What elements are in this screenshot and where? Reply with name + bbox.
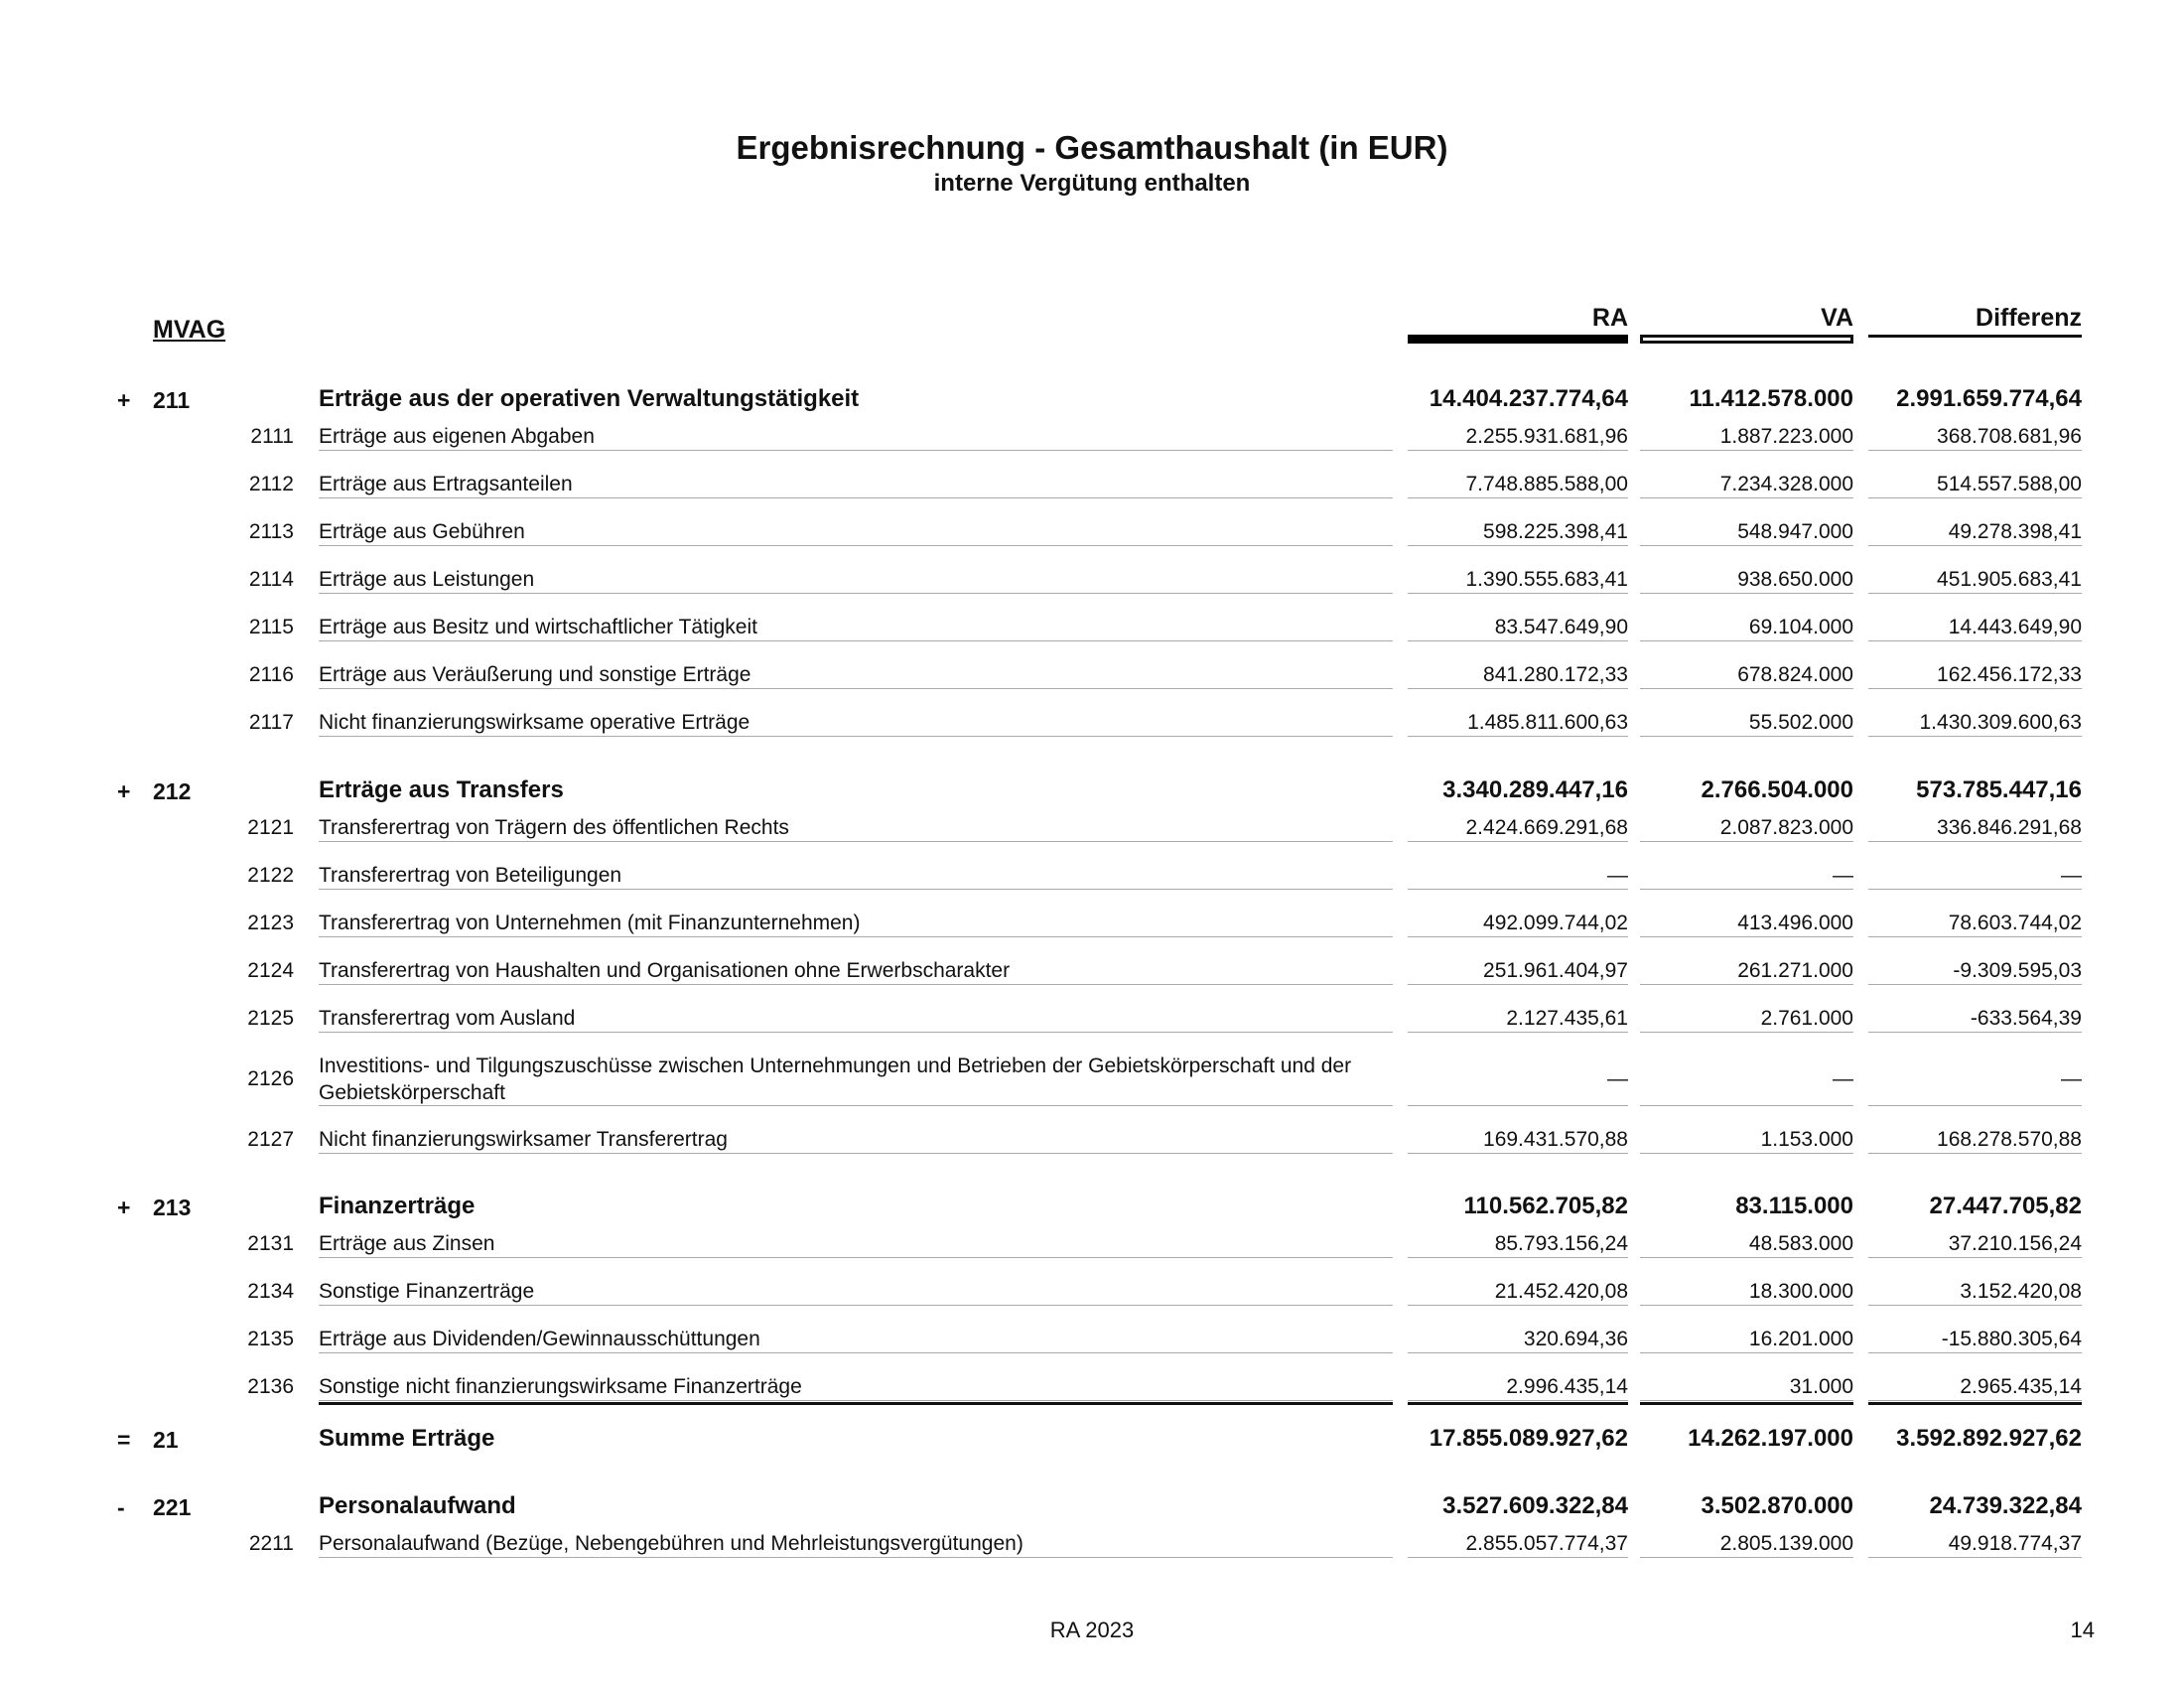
row-divider	[1868, 593, 2082, 594]
page-number: 14	[2070, 1618, 2095, 1642]
footer-report-label: RA 2023	[1049, 1618, 1135, 1642]
ra-value: 598.225.398,41	[1483, 520, 1628, 543]
item-label: Erträge aus Ertragsanteilen	[319, 473, 573, 495]
item-label: Personalaufwand (Bezüge, Nebengebühren und Mehrleistungsvergütungen)	[319, 1532, 1024, 1555]
row-divider	[1640, 497, 1853, 498]
row-divider	[1408, 1032, 1628, 1033]
item-label: Investitions- und Tilgungszuschüsse zwischen Unternehmungen und Betrieben der Gebietskörperschaft und der Gebietskörperschaft	[319, 1055, 1352, 1104]
va-value: 938.650.000	[1737, 568, 1853, 591]
row-divider	[1868, 736, 2082, 737]
diff-value: 27.447.705,82	[1929, 1193, 2082, 1219]
row-divider	[1408, 1153, 1628, 1154]
row-divider	[319, 593, 1393, 594]
va-value: 14.262.197.000	[1688, 1425, 1853, 1452]
row-divider	[319, 1153, 1393, 1154]
row-divider	[1868, 1400, 2082, 1401]
diff-value: 336.846.291,68	[1937, 816, 2082, 839]
mvag-sub-code: 2121	[247, 816, 294, 839]
row-divider	[319, 1352, 1393, 1353]
mvag-sub-code: 2123	[247, 912, 294, 934]
row-divider	[1408, 640, 1628, 641]
row-divider	[1408, 1305, 1628, 1306]
ra-value: 3.527.609.322,84	[1442, 1492, 1628, 1519]
item-label: Transferertrag von Beteiligungen	[319, 864, 622, 887]
va-value: 11.412.578.000	[1689, 385, 1853, 412]
va-value: 2.761.000	[1760, 1007, 1853, 1030]
va-value: 1.887.223.000	[1719, 425, 1853, 448]
row-divider	[319, 545, 1393, 546]
mvag-sub-code: 2122	[247, 864, 294, 887]
diff-value: 49.918.774,37	[1948, 1532, 2082, 1555]
mvag-sub-code: 2126	[247, 1067, 294, 1090]
row-sign: -	[117, 1494, 125, 1520]
va-value: —	[1833, 1067, 1853, 1090]
row-sign: +	[117, 778, 131, 804]
item-label: Nicht finanzierungswirksame operative Erträge	[319, 711, 751, 734]
diff-value: 168.278.570,88	[1937, 1128, 2082, 1151]
group-label: Summe Erträge	[319, 1425, 495, 1452]
va-value: 69.104.000	[1748, 616, 1853, 638]
row-divider	[1640, 640, 1853, 641]
row-divider	[319, 688, 1393, 689]
row-divider	[1640, 984, 1853, 985]
mvag-sub-code: 2114	[248, 568, 294, 591]
ra-value: 110.562.705,82	[1463, 1193, 1628, 1219]
row-divider	[319, 1105, 1393, 1106]
row-divider	[1408, 450, 1628, 451]
diff-value: 24.739.322,84	[1929, 1492, 2082, 1519]
va-value: 2.766.504.000	[1701, 776, 1853, 803]
mvag-sub-code: 2135	[247, 1328, 294, 1350]
row-divider	[1408, 841, 1628, 842]
group-label: Erträge aus der operativen Verwaltungstätigkeit	[319, 385, 860, 412]
row-divider	[1868, 1305, 2082, 1306]
ra-value: 14.404.237.774,64	[1429, 385, 1628, 412]
row-divider	[1640, 450, 1853, 451]
total-rule	[1868, 1402, 2082, 1405]
row-divider	[319, 1305, 1393, 1306]
mvag-group-code: 213	[153, 1195, 192, 1220]
ra-value: 2.996.435,14	[1506, 1375, 1628, 1398]
va-value: 48.583.000	[1748, 1232, 1853, 1255]
item-label: Transferertrag von Unternehmen (mit Finanzunternehmen)	[319, 912, 861, 934]
mvag-sub-code: 2113	[248, 520, 294, 543]
group-label: Erträge aus Transfers	[319, 776, 564, 803]
ra-value: 3.340.289.447,16	[1442, 776, 1628, 803]
va-value: 678.824.000	[1737, 663, 1853, 686]
row-divider	[1408, 497, 1628, 498]
ra-value: 85.793.156,24	[1494, 1232, 1628, 1255]
ra-value: 7.748.885.588,00	[1465, 473, 1628, 495]
item-label: Erträge aus Leistungen	[319, 568, 535, 591]
row-divider	[319, 984, 1393, 985]
diff-value: 1.430.309.600,63	[1919, 711, 2082, 734]
va-value: 548.947.000	[1737, 520, 1853, 543]
row-divider	[319, 936, 1393, 937]
va-header-bar	[1640, 335, 1853, 344]
diff-value: 162.456.172,33	[1937, 663, 2082, 686]
row-divider	[1640, 1032, 1853, 1033]
row-divider	[1640, 1257, 1853, 1258]
row-divider	[1868, 688, 2082, 689]
row-divider	[1640, 1153, 1853, 1154]
ra-value: 169.431.570,88	[1483, 1128, 1628, 1151]
mvag-sub-code: 2136	[247, 1375, 294, 1398]
mvag-sub-code: 2125	[247, 1007, 294, 1030]
va-column-header: VA	[1821, 304, 1853, 332]
item-label: Erträge aus eigenen Abgaben	[319, 425, 595, 448]
row-divider	[1408, 936, 1628, 937]
diff-value: 78.603.744,02	[1948, 912, 2082, 934]
va-value: 31.000	[1789, 1375, 1853, 1398]
va-value: 2.087.823.000	[1719, 816, 1853, 839]
ra-value: 83.547.649,90	[1494, 616, 1628, 638]
row-divider	[1408, 688, 1628, 689]
row-divider	[1868, 1032, 2082, 1033]
row-divider	[1868, 936, 2082, 937]
row-divider	[1640, 841, 1853, 842]
row-divider	[1868, 1557, 2082, 1558]
item-label: Erträge aus Dividenden/Gewinnausschüttungen	[319, 1328, 760, 1350]
mvag-sub-code: 2131	[247, 1232, 294, 1255]
row-divider	[1868, 1153, 2082, 1154]
row-divider	[1640, 889, 1853, 890]
va-value: 7.234.328.000	[1719, 473, 1853, 495]
row-divider	[319, 1032, 1393, 1033]
row-divider	[1408, 1352, 1628, 1353]
va-value: —	[1833, 864, 1853, 887]
total-rule	[1640, 1402, 1853, 1405]
mvag-sub-code: 2116	[248, 663, 294, 686]
diff-value: 2.991.659.774,64	[1896, 385, 2082, 412]
item-label: Erträge aus Zinsen	[319, 1232, 495, 1255]
diff-value: 514.557.588,00	[1937, 473, 2082, 495]
row-divider	[1640, 1557, 1853, 1558]
mvag-sub-code: 2124	[247, 959, 294, 982]
row-divider	[1408, 593, 1628, 594]
row-divider	[1640, 593, 1853, 594]
diff-value: 37.210.156,24	[1948, 1232, 2082, 1255]
item-label: Erträge aus Besitz und wirtschaftlicher Tätigkeit	[319, 616, 757, 638]
item-label: Sonstige Finanzerträge	[319, 1280, 535, 1303]
row-divider	[319, 1257, 1393, 1258]
row-divider	[1640, 1352, 1853, 1353]
mvag-sub-code: 2134	[247, 1280, 294, 1303]
ra-value: —	[1607, 1067, 1628, 1090]
row-divider	[319, 889, 1393, 890]
diff-value: —	[2061, 1067, 2082, 1090]
row-divider	[1640, 1400, 1853, 1401]
item-label: Nicht finanzierungswirksamer Transferertrag	[319, 1128, 728, 1151]
row-divider	[1868, 497, 2082, 498]
row-divider	[1408, 1257, 1628, 1258]
ra-value: 251.961.404,97	[1483, 959, 1628, 982]
ra-value: 320.694,36	[1523, 1328, 1628, 1350]
row-divider	[319, 450, 1393, 451]
row-divider	[319, 841, 1393, 842]
va-value: 16.201.000	[1748, 1328, 1853, 1350]
row-divider	[1408, 889, 1628, 890]
row-divider	[319, 1557, 1393, 1558]
mvag-group-code: 21	[153, 1427, 179, 1453]
ra-value: 2.855.057.774,37	[1465, 1532, 1628, 1555]
total-rule	[319, 1402, 1393, 1405]
diff-value: 2.965.435,14	[1960, 1375, 2082, 1398]
ra-value: 492.099.744,02	[1483, 912, 1628, 934]
row-divider	[1868, 841, 2082, 842]
mvag-group-code: 211	[153, 387, 191, 413]
item-label: Transferertrag vom Ausland	[319, 1007, 576, 1030]
row-divider	[319, 497, 1393, 498]
diff-value: 368.708.681,96	[1937, 425, 2082, 448]
diff-value: —	[2061, 864, 2082, 887]
ra-value: 2.424.669.291,68	[1465, 816, 1628, 839]
row-divider	[1408, 1557, 1628, 1558]
mvag-sub-code: 2211	[248, 1532, 294, 1555]
ra-column-header: RA	[1591, 304, 1628, 332]
item-label: Erträge aus Gebühren	[319, 520, 525, 543]
diff-value: -15.880.305,64	[1941, 1328, 2082, 1350]
mvag-sub-code: 2117	[248, 711, 294, 734]
row-divider	[1640, 936, 1853, 937]
row-divider	[319, 736, 1393, 737]
row-divider	[319, 640, 1393, 641]
row-divider	[1868, 640, 2082, 641]
item-label: Erträge aus Veräußerung und sonstige Erträge	[319, 663, 751, 686]
row-divider	[1868, 545, 2082, 546]
diff-value: 3.152.420,08	[1960, 1280, 2082, 1303]
page-title: Ergebnisrechnung - Gesamthaushalt (in EUR)	[736, 129, 1448, 166]
row-divider	[1408, 1105, 1628, 1106]
mvag-group-code: 212	[153, 778, 192, 804]
row-divider	[319, 1400, 1393, 1401]
mvag-sub-code: 2112	[248, 473, 294, 495]
row-divider	[1640, 545, 1853, 546]
va-value: 83.115.000	[1735, 1193, 1853, 1219]
va-value: 55.502.000	[1748, 711, 1853, 734]
diff-value: 14.443.649,90	[1948, 616, 2082, 638]
mvag-sub-code: 2111	[250, 425, 294, 448]
row-divider	[1640, 736, 1853, 737]
item-label: Sonstige nicht finanzierungswirksame Finanzerträge	[319, 1375, 802, 1398]
diff-value: 49.278.398,41	[1948, 520, 2082, 543]
va-value: 2.805.139.000	[1719, 1532, 1853, 1555]
ra-value: 2.255.931.681,96	[1465, 425, 1628, 448]
row-divider	[1408, 545, 1628, 546]
row-divider	[1868, 1257, 2082, 1258]
diff-column-header: Differenz	[1976, 304, 2082, 332]
diff-value: 573.785.447,16	[1916, 776, 2082, 803]
va-value: 1.153.000	[1760, 1128, 1853, 1151]
mvag-group-code: 221	[153, 1494, 192, 1520]
row-divider	[1868, 984, 2082, 985]
group-label: Finanzerträge	[319, 1193, 476, 1219]
row-divider	[1868, 1352, 2082, 1353]
group-label: Personalaufwand	[319, 1492, 516, 1519]
item-label: Transferertrag von Trägern des öffentlichen Rechts	[319, 816, 789, 839]
row-divider	[1408, 984, 1628, 985]
page-subtitle: interne Vergütung enthalten	[933, 170, 1251, 197]
ra-value: —	[1607, 864, 1628, 887]
diff-value: 3.592.892.927,62	[1896, 1425, 2082, 1452]
va-value: 413.496.000	[1737, 912, 1853, 934]
va-value: 3.502.870.000	[1701, 1492, 1853, 1519]
va-value: 261.271.000	[1737, 959, 1853, 982]
va-value: 18.300.000	[1748, 1280, 1853, 1303]
item-label: Transferertrag von Haushalten und Organisationen ohne Erwerbscharakter	[319, 959, 1011, 982]
diff-value: 451.905.683,41	[1937, 568, 2082, 591]
ra-value: 21.452.420,08	[1494, 1280, 1628, 1303]
ra-header-bar	[1408, 335, 1628, 344]
row-divider	[1408, 736, 1628, 737]
mvag-sub-code: 2115	[248, 616, 294, 638]
row-divider	[1640, 1105, 1853, 1106]
row-divider	[1640, 688, 1853, 689]
row-divider	[1868, 450, 2082, 451]
mvag-column-header: MVAG	[153, 316, 226, 344]
diff-header-bar	[1868, 335, 2082, 338]
ra-value: 1.390.555.683,41	[1465, 568, 1628, 591]
ra-value: 841.280.172,33	[1483, 663, 1628, 686]
total-rule	[1408, 1402, 1628, 1405]
diff-value: -633.564,39	[1970, 1007, 2082, 1030]
row-sign: +	[117, 387, 131, 413]
ra-value: 1.485.811.600,63	[1467, 711, 1628, 734]
ra-value: 17.855.089.927,62	[1429, 1425, 1628, 1452]
diff-value: -9.309.595,03	[1953, 959, 2082, 982]
row-divider	[1640, 1305, 1853, 1306]
row-divider	[1868, 1105, 2082, 1106]
row-divider	[1408, 1400, 1628, 1401]
ra-value: 2.127.435,61	[1506, 1007, 1628, 1030]
row-sign: =	[117, 1427, 131, 1453]
row-sign: +	[117, 1195, 131, 1220]
row-divider	[1868, 889, 2082, 890]
mvag-sub-code: 2127	[247, 1128, 294, 1151]
